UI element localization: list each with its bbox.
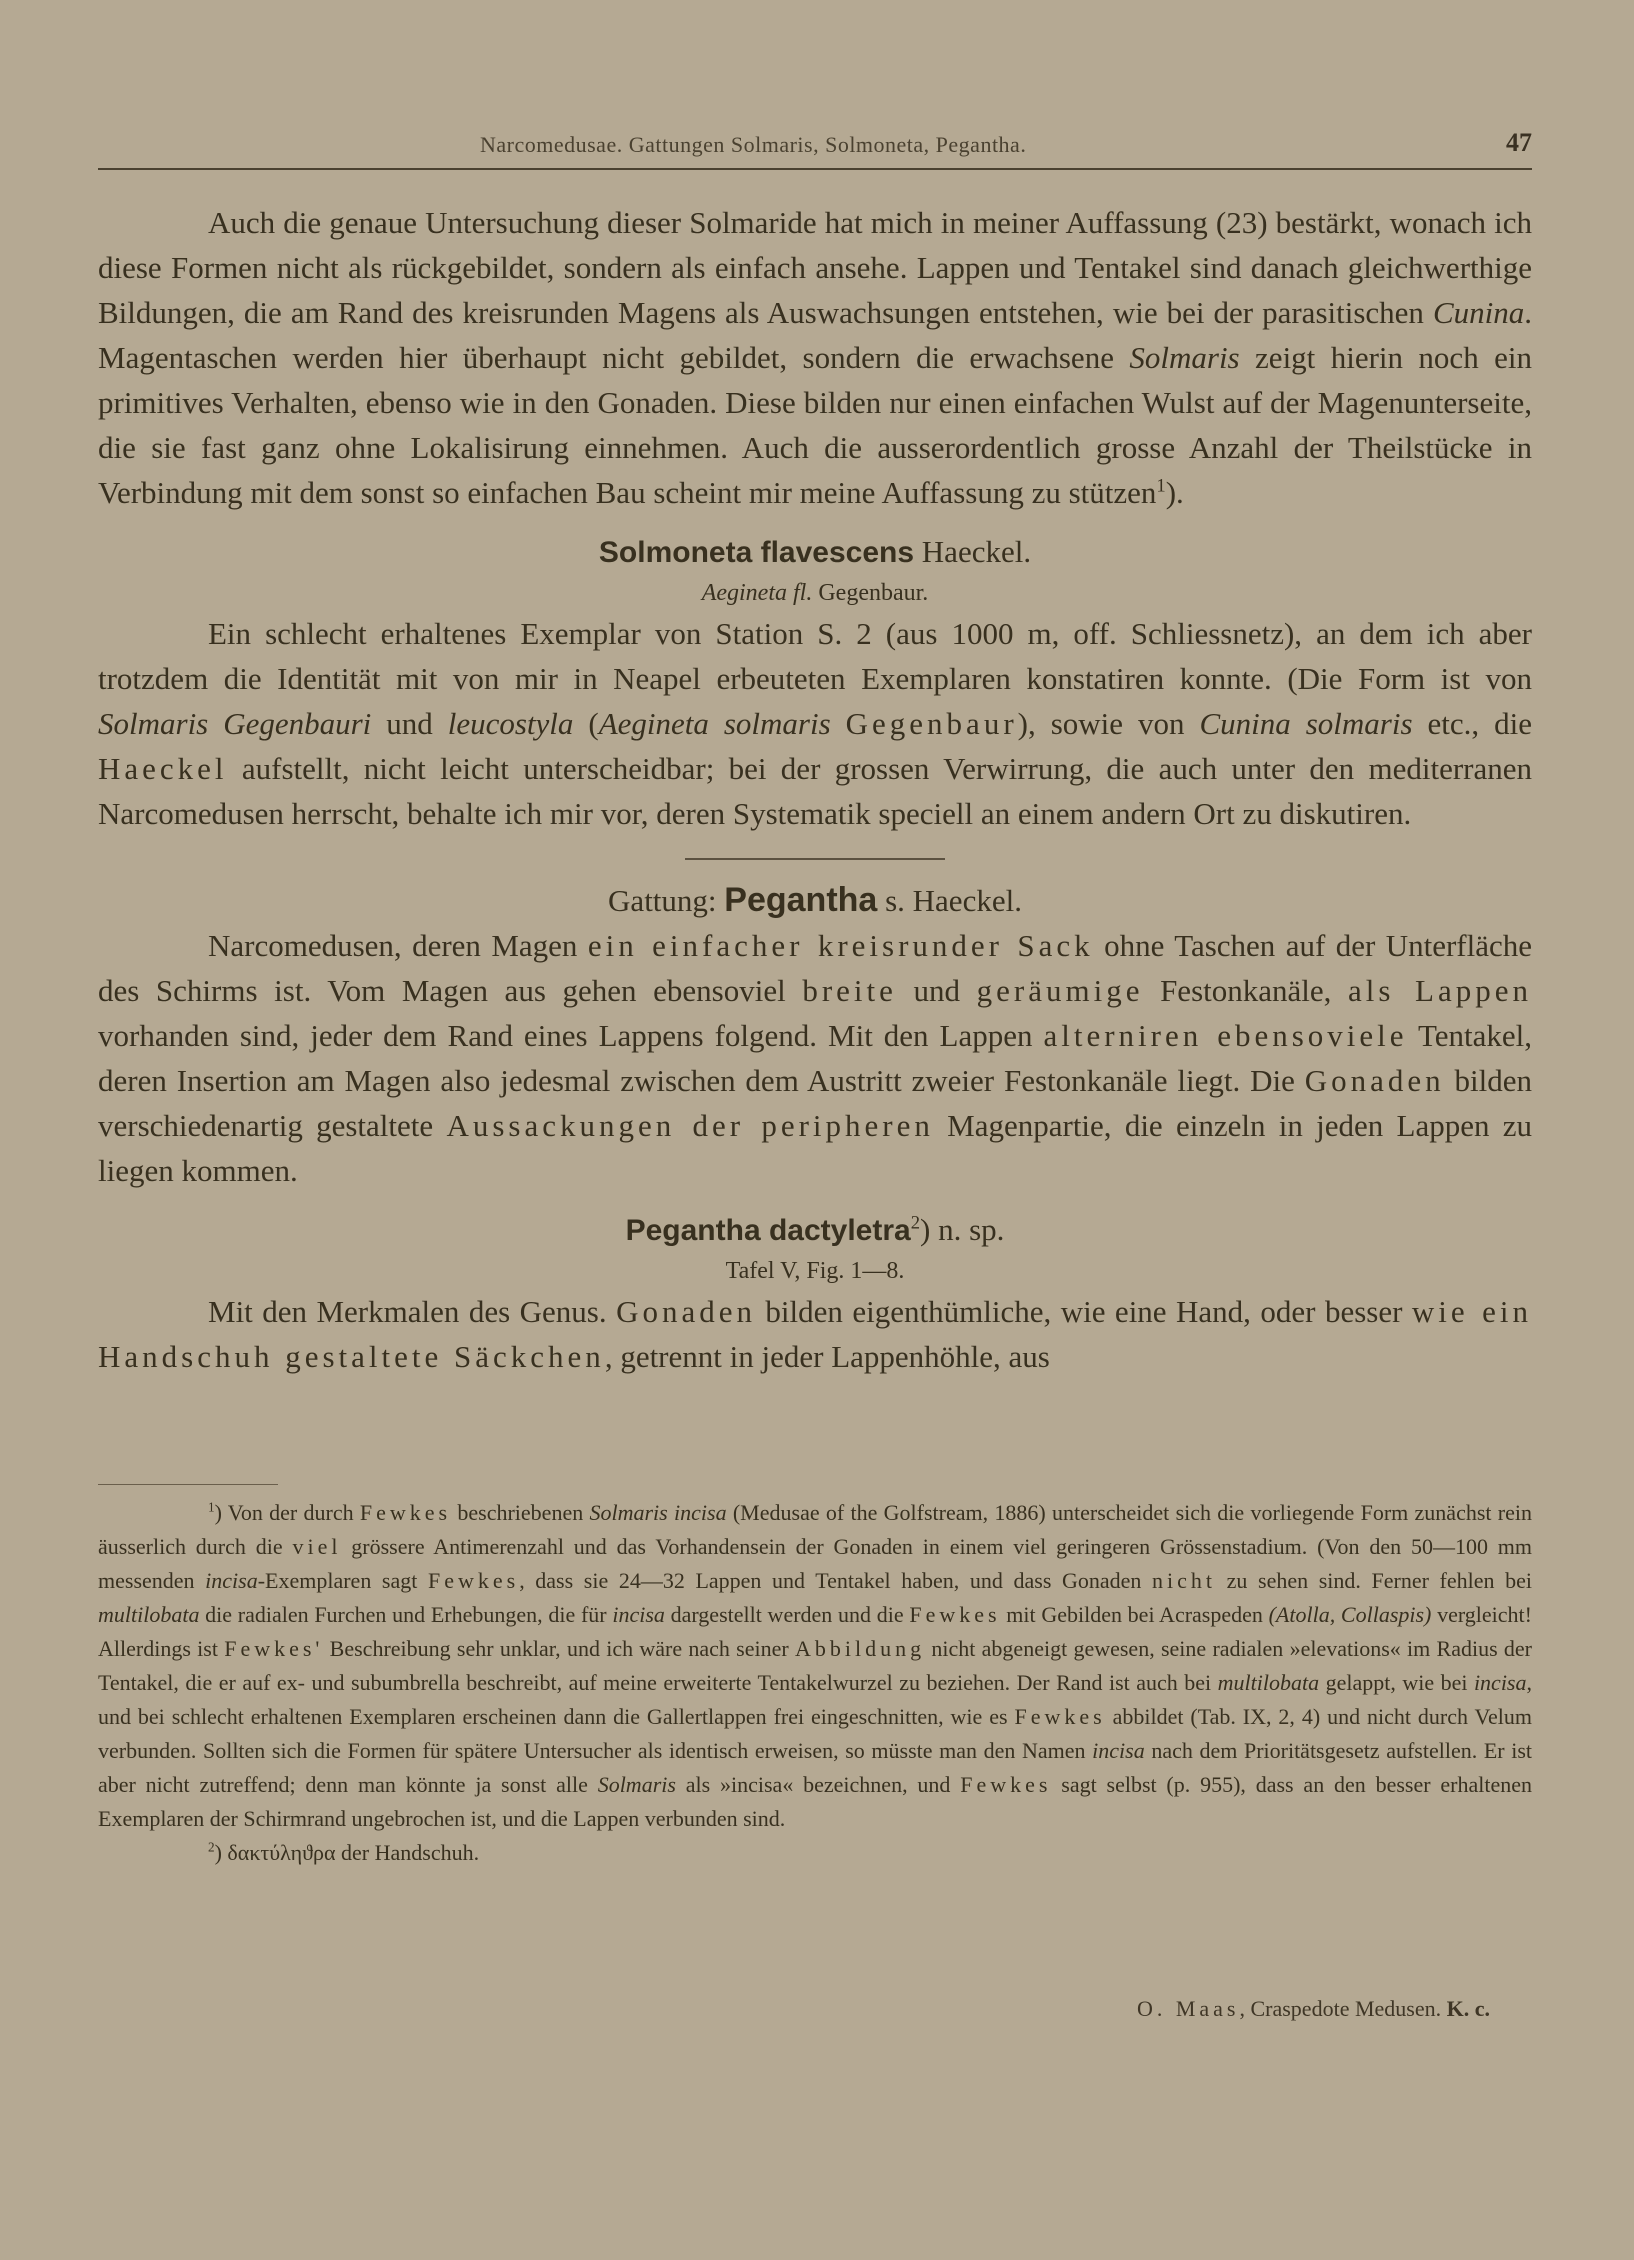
paragraph-4 — [98, 1289, 1532, 1379]
paragraph-2 — [98, 611, 1532, 836]
text-run: ). — [1165, 475, 1184, 510]
italic-term: incisa — [612, 1602, 665, 1627]
spaced-text: nicht — [1152, 1568, 1217, 1593]
running-title: Narcomedusae. Gattungen Solmaris, Solmoneta, Pegantha. — [480, 132, 1027, 157]
italic-term: incisa — [1473, 1670, 1527, 1695]
text-run: Narcomedusen, deren Magen — [208, 928, 588, 963]
footnotes — [98, 1496, 1532, 1870]
species-author: Haeckel. — [921, 534, 1032, 569]
italic-term: leucostyla — [447, 706, 574, 741]
signature-sheet: K. c. — [1446, 1996, 1490, 2021]
text-run: Auch die genaue Untersuchung dieser Solmaride hat mich in meiner Auffassung (23) bestärkt, wonach ich diese Formen nicht als rückgebildet, sondern als einfach ansehe. Lappen und Tentakel sind danach gleichwerthige Bildungen, die am Rand des kreisrunden Magens als Auswachsungen entstehen, wie bei der parasitischen — [98, 205, 1532, 330]
text-run: abbildet (Tab. IX, 2, 4) und nicht durch Velum verbunden. Sollten sich die Formen für spätere Untersucher als identisch erweisen, so müsste man den Namen — [98, 1704, 1532, 1763]
footnote-1 — [98, 1496, 1532, 1836]
text-run: ) δακτύληϑρα der Handschuh. — [214, 1840, 480, 1865]
italic-term: multilobata — [1217, 1670, 1320, 1695]
species-name: Solmoneta flavescens — [598, 536, 915, 569]
text-run: -Exemplaren sagt — [257, 1568, 428, 1593]
paragraph-3 — [98, 923, 1532, 1193]
italic-term: multilobata — [98, 1602, 200, 1627]
text-run: bilden eigenthümliche, wie eine Hand, oder besser — [755, 1294, 1412, 1329]
text-run: ), sowie von — [1017, 706, 1200, 741]
plate-reference: Tafel V, Fig. 1—8. — [725, 1258, 905, 1284]
italic-term: Solmaris — [1129, 340, 1240, 375]
spaced-text: alterniren ebensoviele — [1043, 1018, 1408, 1053]
footnote-ref: 1 — [1156, 475, 1166, 497]
text-run: zeigt hierin noch ein primitives Verhalten, ebenso wie in den Gonaden. Diese bilden nur einen einfachen Wulst auf der Magenunterseite, die sie fast ganz ohne Lokalisirung einnehmen. Auch die ausserordentlich grosse Anzahl der Theilstücke in Verbindung mit dem sonst so einfachen Bau scheint mir meine Auffassung zu stützen — [98, 340, 1532, 510]
text-run: Mit den Merkmalen des Genus. — [208, 1294, 617, 1329]
text-run: vergleicht! Allerdings ist — [98, 1602, 1532, 1661]
text-run: beschriebenen — [451, 1500, 590, 1525]
paragraph-1 — [98, 200, 1532, 515]
footnote-divider — [98, 1484, 278, 1485]
genus-name: Pegantha — [724, 881, 878, 919]
footnote-mark: 1 — [208, 1499, 215, 1515]
main-text — [98, 200, 1532, 1379]
spaced-text: Gonaden — [616, 1294, 756, 1329]
page-number: 47 — [1506, 128, 1532, 157]
text-run: gelappt, wie bei — [1319, 1670, 1474, 1695]
text-run: Magenpartie, die einzeln in jeden Lappen zu liegen kommen. — [98, 1108, 1532, 1188]
italic-term: incisa — [205, 1568, 258, 1593]
spaced-name: Fewkes — [359, 1500, 452, 1525]
genus-author: s. Haeckel. — [885, 883, 1022, 918]
italic-term: (Atolla, Collaspis) — [1268, 1602, 1432, 1627]
footnote-ref: 2 — [910, 1212, 920, 1234]
species-status: ) n. sp. — [920, 1212, 1005, 1247]
species-heading-1 — [98, 529, 1532, 575]
text-run: grössere Antimerenzahl und das Vorhandensein der Gonaden in einem viel geringeren Grössenstadium. (Von den 50—100 mm messenden — [98, 1534, 1533, 1593]
text-run: und — [896, 973, 977, 1008]
text-run: mit Gebilden bei Acraspeden — [1000, 1602, 1269, 1627]
text-run: nicht abgeneigt gewesen, seine radialen »elevations« im Radius der Tentakel, die er auf ex- und subumbrella beschreibt, auf meine erweiterte Tentakelwurzel zu beziehen. Der Rand ist auch bei — [98, 1636, 1533, 1695]
running-header — [98, 128, 1532, 170]
italic-term: Solmaris incisa — [589, 1500, 727, 1525]
spaced-name: Haeckel — [98, 751, 228, 786]
spaced-text: viel — [292, 1534, 342, 1559]
spaced-text: geräumige — [976, 973, 1144, 1008]
signature-author: O. Maas — [1136, 1996, 1240, 2021]
spaced-text: breite — [802, 973, 897, 1008]
species-heading-2 — [98, 1207, 1532, 1253]
text-run: als »incisa« bezeichnen, und — [675, 1772, 961, 1797]
spaced-name: Fewkes — [1014, 1704, 1106, 1729]
text-run: ( — [573, 706, 599, 741]
spaced-name: Fewkes' — [224, 1636, 324, 1661]
text-run: die radialen Furchen und Erhebungen, die für — [199, 1602, 613, 1627]
text-run: , und bei schlecht erhaltenen Exemplaren erscheinen dann die Gallertlappen frei eingeschnitten, wie es — [98, 1670, 1532, 1729]
spaced-text: ein einfacher kreisrunder Sack — [587, 928, 1094, 963]
spaced-text: wie ein Handschuh gestaltete Säckchen — [98, 1294, 1532, 1374]
text-run: , getrennt in jeder Lappenhöhle, aus — [604, 1339, 1050, 1374]
spaced-text: Aussackungen der peripheren — [446, 1108, 934, 1143]
text-run: sagt selbst (p. 955), dass an den besser erhaltenen Exemplaren der Schirmrand ungebrochen ist, und die Lappen verbunden sind. — [98, 1772, 1532, 1831]
text-run: Beschreibung sehr unklar, und ich wäre nach seiner — [323, 1636, 795, 1661]
species-name: Pegantha dactyletra — [625, 1214, 911, 1247]
italic-term: Solmaris — [597, 1772, 676, 1797]
footnote-mark: 2 — [208, 1839, 215, 1855]
text-run: etc., die — [1412, 706, 1532, 741]
spaced-text: Abbildung — [795, 1636, 926, 1661]
italic-term: Solmaris Gegenbauri — [98, 706, 372, 741]
italic-term: Cunina solmaris — [1199, 706, 1413, 741]
spaced-name: Fewkes — [909, 1602, 1001, 1627]
text-run: vorhanden sind, jeder dem Rand eines Lappens folgend. Mit den Lappen — [98, 1018, 1044, 1053]
spaced-name: Fewkes — [427, 1568, 520, 1593]
section-divider — [685, 858, 945, 860]
text-run: dargestellt werden und die — [664, 1602, 910, 1627]
text-run: (Medusae of the Golfstream, 1886) unterscheidet sich die vorliegende Form zunächst rein äusserlich durch die — [98, 1500, 1532, 1559]
text-run: bilden verschiedenartig gestaltete — [98, 1063, 1532, 1143]
text-run: ) Von der durch — [214, 1500, 360, 1525]
text-run: und — [371, 706, 448, 741]
italic-term: Cunina — [1432, 295, 1525, 330]
text-run: Tentakel, deren Insertion am Magen also jedesmal zwischen dem Austritt zweier Festonkanäle liegt. Die — [98, 1018, 1533, 1098]
genus-heading — [98, 878, 1532, 923]
spaced-name: Fewkes — [960, 1772, 1052, 1797]
text-run: ohne Taschen auf der Unterfläche des Schirms ist. Vom Magen aus gehen ebensoviel — [98, 928, 1532, 1008]
italic-term: incisa — [1092, 1738, 1145, 1763]
synonym-author: Gegenbaur. — [818, 580, 929, 606]
italic-term: Aegineta solmaris — [598, 706, 831, 741]
genus-label: Gattung: — [608, 883, 717, 918]
footnote-2 — [98, 1836, 1532, 1870]
text-run: nach dem Prioritätsgesetz aufstellen. Er ist aber nicht zutreffend; denn man könnte ja sonst alle — [98, 1738, 1532, 1797]
text-run: , dass sie 24—32 Lappen und Tentakel haben, und dass Gonaden — [519, 1568, 1153, 1593]
spaced-name: Gegenbaur — [845, 706, 1018, 741]
species-synonym — [98, 575, 1532, 611]
spaced-text: Gonaden — [1304, 1063, 1445, 1098]
text-run: Ein schlecht erhaltenes Exemplar von Station S. 2 (aus 1000 m, off. Schliessnetz), an dem ich aber trotzdem die Identität mit von mir in Neapel erbeuteten Exemplaren konstatiren konnte. (Die Form ist von — [98, 616, 1532, 696]
signature-title: , Craspedote Medusen. — [1239, 1996, 1442, 2021]
spaced-text: als Lappen — [1348, 973, 1533, 1008]
text-run: Festonkanäle, — [1143, 973, 1348, 1008]
synonym-name: Aegineta fl. — [701, 580, 813, 606]
text-run: aufstellt, nicht leicht unterscheidbar; bei der grossen Verwirrung, die auch unter den mediterranen Narcomedusen herrscht, behalte ich mir vor, deren Systematik speciell an einem andern Ort zu diskutiren. — [98, 751, 1532, 831]
printer-signature — [1137, 1996, 1490, 2022]
text-run: zu sehen sind. Ferner fehlen bei — [1216, 1568, 1532, 1593]
text-run: . Magentaschen werden hier überhaupt nicht gebildet, sondern die erwachsene — [98, 295, 1532, 375]
